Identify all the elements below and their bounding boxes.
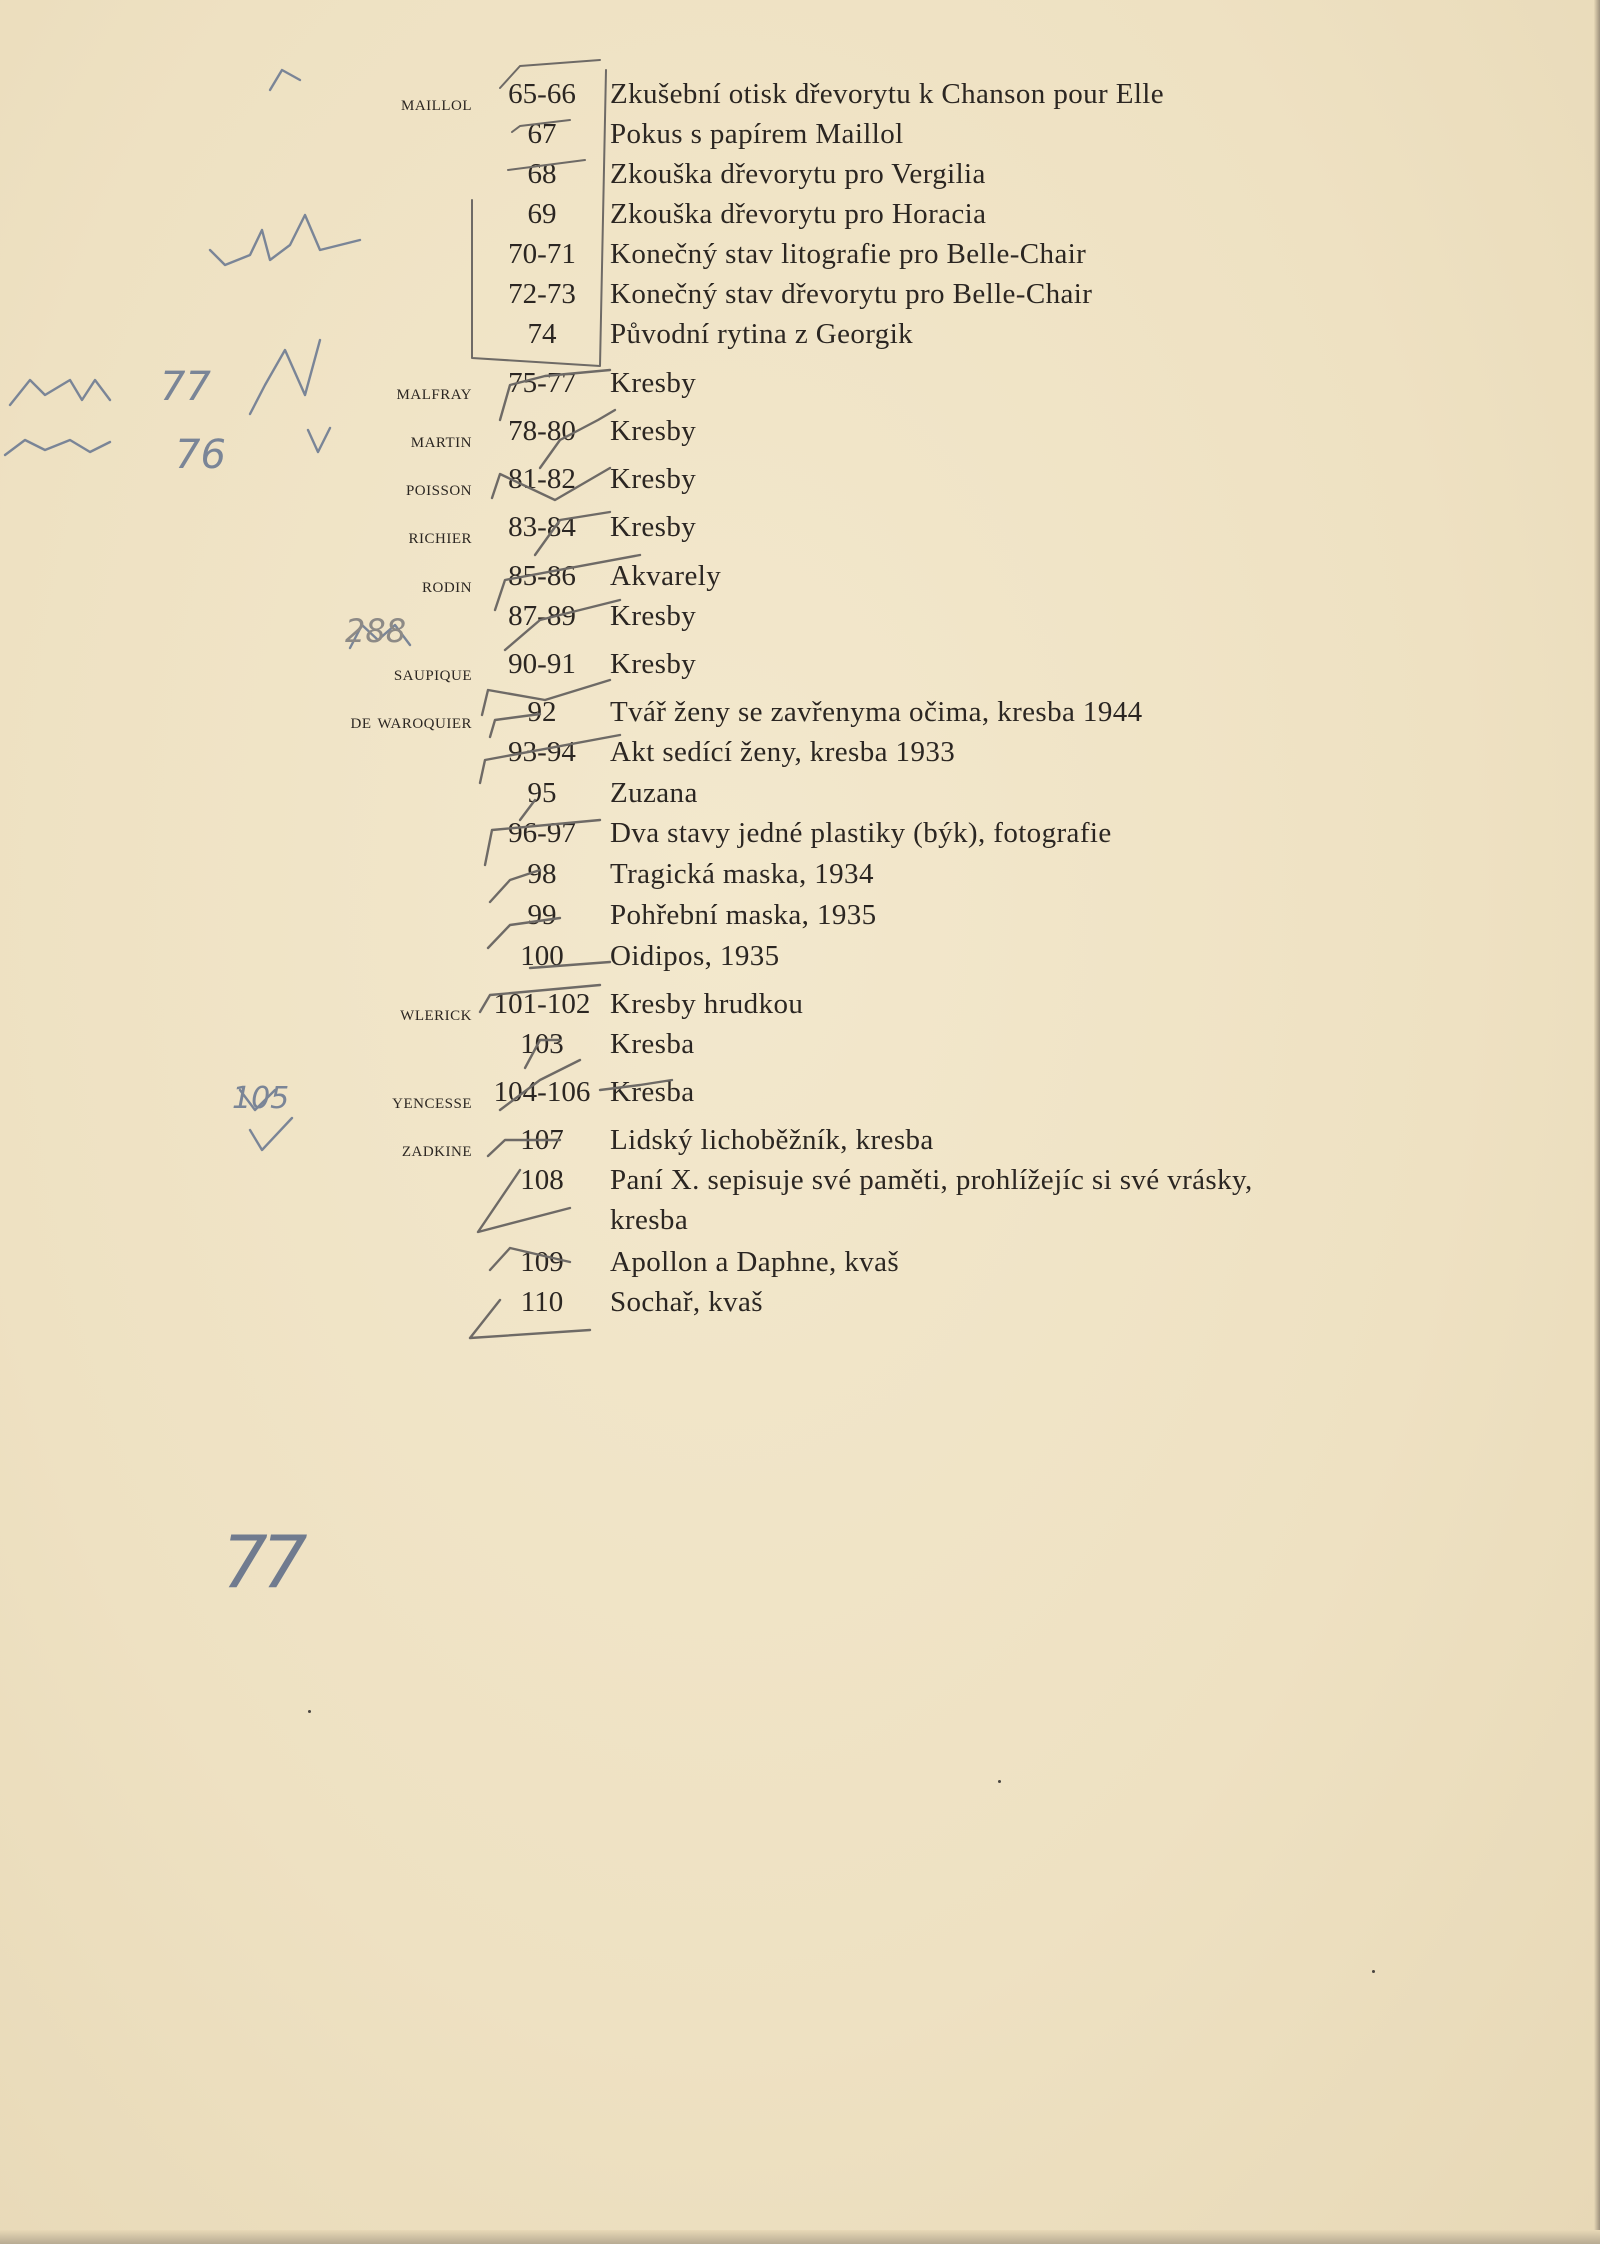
item-number: 98	[527, 858, 557, 890]
paper-speck	[998, 1780, 1001, 1783]
item-description: Kresba	[610, 1028, 695, 1060]
catalog-row	[0, 238, 1600, 278]
catalog-row	[0, 648, 1600, 688]
margin-note: 105	[232, 1081, 290, 1116]
item-description: Dva stavy jedné plastiky (býk), fotografie	[610, 817, 1112, 849]
catalog-row	[0, 1286, 1600, 1326]
catalog-row	[0, 777, 1600, 817]
item-description: Oidipos, 1935	[610, 940, 780, 972]
item-description: Apollon a Daphne, kvaš	[610, 1246, 900, 1278]
item-description: Konečný stav dřevorytu pro Belle-Chair	[610, 278, 1093, 310]
item-number: 90-91	[508, 648, 576, 680]
item-description: Kresby	[610, 367, 697, 399]
catalog-row	[0, 318, 1600, 358]
item-description: Paní X. sepisuje své paměti, prohlížejíc si své vrásky,	[610, 1164, 1253, 1196]
item-number: 101-102	[493, 988, 591, 1020]
item-description: Akt sedící ženy, kresba 1933	[610, 736, 956, 768]
paper-speck	[308, 1710, 311, 1713]
artist-name: zadkine	[401, 1136, 472, 1161]
item-description: Zkouška dřevorytu pro Horacia	[610, 198, 987, 230]
catalog-row	[0, 278, 1600, 318]
item-number: 99	[527, 899, 557, 931]
paper-speck	[1372, 1970, 1375, 1973]
margin-note: 288	[345, 612, 407, 650]
item-description: Zkouška dřevorytu pro Vergilia	[610, 158, 986, 190]
item-number: 92	[527, 696, 557, 728]
item-number: 110	[520, 1286, 564, 1318]
item-description: Pokus s papírem Maillol	[610, 118, 904, 150]
item-description: Sochař, kvaš	[610, 1286, 763, 1318]
item-description-continued: kresba	[610, 1204, 689, 1236]
margin-note: 76	[175, 432, 226, 478]
item-number: 69	[527, 198, 557, 230]
item-number: 96-97	[508, 817, 576, 849]
catalog-row	[0, 198, 1600, 238]
catalog-row	[0, 858, 1600, 898]
catalog-row	[0, 118, 1600, 158]
artist-name: malfray	[396, 379, 472, 404]
item-number: 85-86	[508, 560, 576, 592]
item-number: 83-84	[508, 511, 576, 543]
item-number: 78-80	[508, 415, 576, 447]
catalog-row	[0, 78, 1600, 118]
catalog-row	[0, 899, 1600, 939]
catalog-row	[0, 415, 1600, 455]
item-number: 100	[520, 940, 564, 972]
item-description: Kresby	[610, 600, 697, 632]
catalog-row	[0, 736, 1600, 776]
item-number: 74	[527, 318, 557, 350]
item-number: 68	[527, 158, 557, 190]
item-number: 93-94	[508, 736, 576, 768]
item-number: 70-71	[508, 238, 576, 270]
artist-name: poisson	[405, 475, 472, 500]
item-number: 75-77	[508, 367, 576, 399]
item-description: Kresby	[610, 463, 697, 495]
item-number: 104-106	[493, 1076, 591, 1108]
catalog-row	[0, 511, 1600, 551]
artist-name: saupique	[393, 660, 472, 685]
handwritten-page-number: 77	[222, 1520, 302, 1604]
item-description: Zuzana	[610, 777, 698, 809]
catalog-row	[0, 560, 1600, 600]
item-description: Kresby	[610, 415, 697, 447]
catalog-row	[0, 988, 1600, 1028]
catalog-row	[0, 158, 1600, 198]
item-description: Pohřební maska, 1935	[610, 899, 877, 931]
artist-name: martin	[410, 427, 472, 452]
catalog-row	[0, 1164, 1600, 1236]
item-number: 108	[520, 1164, 564, 1196]
catalog-row	[0, 600, 1600, 640]
artist-name: yencesse	[392, 1088, 472, 1113]
item-description: Tvář ženy se zavřenyma očima, kresba 1944	[610, 696, 1143, 728]
item-number: 109	[520, 1246, 564, 1278]
artist-name: de waroquier	[350, 708, 472, 733]
item-number: 81-82	[508, 463, 576, 495]
item-number: 72-73	[508, 278, 576, 310]
item-description: Kresby hrudkou	[610, 988, 804, 1020]
artist-name: wlerick	[400, 1000, 472, 1025]
item-number: 67	[527, 118, 557, 150]
item-description: Kresba	[610, 1076, 695, 1108]
item-number: 103	[520, 1028, 564, 1060]
catalog-row	[0, 367, 1600, 407]
item-description: Lidský lichoběžník, kresba	[610, 1124, 934, 1156]
page-edge-bottom	[0, 2230, 1600, 2244]
item-number: 87-89	[508, 600, 576, 632]
catalog-row	[0, 1246, 1600, 1286]
catalog-row	[0, 817, 1600, 857]
item-description: Akvarely	[610, 560, 722, 592]
catalog-row	[0, 940, 1600, 980]
item-number: 65-66	[508, 78, 576, 110]
item-number: 95	[527, 777, 557, 809]
item-description: Konečný stav litografie pro Belle-Chair	[610, 238, 1087, 270]
margin-note: 77	[160, 364, 211, 410]
item-description: Kresby	[610, 511, 697, 543]
item-description: Původní rytina z Georgik	[610, 318, 914, 350]
item-description: Tragická maska, 1934	[610, 858, 874, 890]
catalog-row	[0, 1028, 1600, 1068]
catalog-row	[0, 696, 1600, 736]
item-description: Kresby	[610, 648, 697, 680]
item-description: Zkušební otisk dřevorytu k Chanson pour Elle	[610, 78, 1165, 110]
catalog-row	[0, 1076, 1600, 1116]
artist-name: maillol	[401, 90, 472, 115]
artist-name: richier	[408, 523, 472, 548]
item-number: 107	[520, 1124, 564, 1156]
catalog-row	[0, 463, 1600, 503]
catalog-row	[0, 1124, 1600, 1164]
artist-name: rodin	[422, 572, 472, 597]
